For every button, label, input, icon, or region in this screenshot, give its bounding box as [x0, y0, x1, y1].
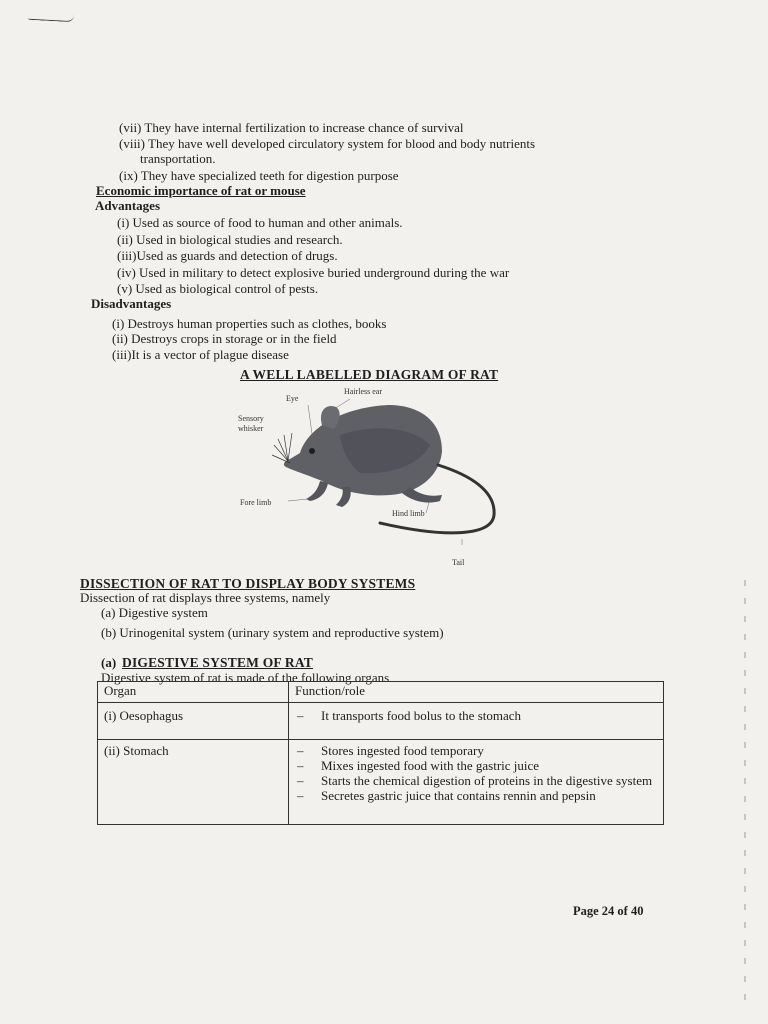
function-item: – It transports food bolus to the stomach	[295, 708, 657, 723]
diagram-label-ear: Hairless ear	[344, 387, 382, 396]
advantages-heading: Advantages	[95, 198, 161, 213]
diagram-label-whisker: Sensory	[238, 414, 264, 423]
function-item: – Mixes ingested food with the gastric juice	[295, 758, 657, 773]
diagram-heading: A WELL LABELLED DIAGRAM OF RAT	[240, 367, 499, 382]
advantage-item: (iv) Used in military to detect explosive buried underground during the war	[117, 265, 510, 280]
function-cell	[289, 740, 664, 825]
table-header: Organ	[98, 682, 289, 703]
advantage-item: (i) Used as source of food to human and other animals.	[117, 215, 403, 230]
system-item: (a) Digestive system	[101, 605, 208, 620]
dissection-heading: DISSECTION OF RAT TO DISPLAY BODY SYSTEMS	[80, 576, 416, 591]
diagram-label-tail: Tail	[452, 558, 465, 567]
disadvantage-item: (iii)It is a vector of plague disease	[112, 347, 289, 362]
table-header: Function/role	[289, 682, 664, 703]
advantage-item: (ii) Used in biological studies and research.	[117, 232, 343, 247]
diagram-label-whisker: whisker	[238, 424, 264, 433]
page-number: Page 24 of 40	[573, 904, 644, 918]
trait-item: (ix) They have specialized teeth for digestion purpose	[119, 168, 399, 183]
table-row	[98, 740, 664, 825]
disadvantage-item: (ii) Destroys crops in storage or in the field	[112, 331, 337, 346]
trait-item: transportation.	[140, 151, 216, 166]
dissection-intro: Dissection of rat displays three systems, namely	[80, 590, 331, 605]
function-item: – Stores ingested food temporary	[295, 743, 657, 758]
diagram-label-hind-limb: Hind limb	[392, 509, 425, 518]
disadvantages-heading: Disadvantages	[91, 296, 172, 311]
advantage-item: (iii)Used as guards and detection of drugs.	[117, 248, 338, 263]
digestive-intro: Digestive system of rat is made of the following organs	[101, 670, 390, 685]
rat-diagram	[270, 395, 510, 545]
organ-cell: (i) Oesophagus	[98, 703, 289, 740]
function-cell	[289, 703, 664, 740]
diagram-label-eye: Eye	[286, 394, 299, 403]
system-item: (b) Urinogenital system (urinary system and reproductive system)	[101, 625, 444, 640]
function-item: – Secretes gastric juice that contains rennin and pepsin	[295, 788, 657, 803]
digestive-prefix: (a)	[101, 655, 117, 670]
advantage-item: (v) Used as biological control of pests.	[117, 281, 319, 296]
digestive-heading: DIGESTIVE SYSTEM OF RAT	[122, 655, 314, 670]
function-item: – Starts the chemical digestion of proteins in the digestive system	[295, 773, 657, 788]
scan-corner-mark	[28, 13, 74, 22]
organ-cell: (ii) Stomach	[98, 740, 289, 825]
diagram-label-fore-limb: Fore limb	[240, 498, 272, 507]
organ-table	[97, 681, 664, 825]
scan-edge-shadow	[744, 580, 746, 1000]
trait-item: (vii) They have internal fertilization to increase chance of survival	[119, 120, 464, 135]
economic-heading: Economic importance of rat or mouse	[96, 183, 306, 198]
trait-item: (viii) They have well developed circulatory system for blood and body nutrients	[119, 136, 536, 151]
table-header-row	[98, 682, 664, 703]
table-row	[98, 703, 664, 740]
disadvantage-item: (i) Destroys human properties such as clothes, books	[112, 316, 387, 331]
